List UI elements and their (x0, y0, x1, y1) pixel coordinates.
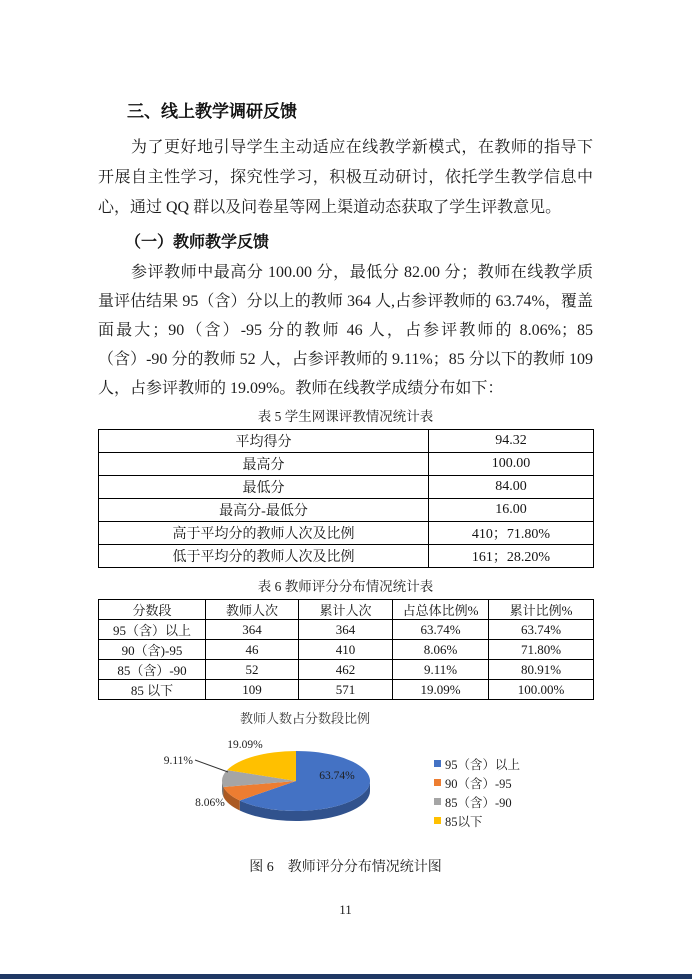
table-cell: 71.80% (489, 640, 594, 660)
table-header-cell: 占总体比例% (393, 600, 489, 620)
pie-chart-figure (98, 706, 593, 852)
table-cell: 低于平均分的教师人次及比例 (99, 545, 429, 568)
table-cell: 161；28.20% (429, 545, 594, 568)
label-leader-line (195, 760, 228, 772)
legend-swatch-icon (434, 760, 441, 767)
bottom-window-edge (0, 974, 692, 979)
subsection-heading: （一）教师教学反馈 (125, 234, 270, 251)
table-header-cell: 累计比例% (489, 600, 594, 620)
table-cell: 高于平均分的教师人次及比例 (99, 522, 429, 545)
table-cell: 109 (206, 680, 299, 700)
table-row (99, 476, 594, 499)
table5-caption: 表 5 学生网课评教情况统计表 (257, 409, 434, 424)
table-cell: 100.00% (489, 680, 594, 700)
legend-label: 95（含）以上 (445, 757, 521, 772)
table-cell: 410 (299, 640, 393, 660)
table6-caption: 表 6 教师评分分布情况统计表 (257, 579, 434, 594)
table-cell: 462 (299, 660, 393, 680)
legend-swatch-icon (434, 779, 441, 786)
pie-data-label: 8.06% (195, 797, 225, 809)
pie-data-label: 9.11% (163, 755, 193, 767)
table-cell: 52 (206, 660, 299, 680)
table-row (99, 620, 594, 640)
table-cell: 410；71.80% (429, 522, 594, 545)
pie-data-label: 63.74% (319, 770, 355, 782)
table-cell: 平均得分 (99, 430, 429, 453)
table-cell: 46 (206, 640, 299, 660)
legend-label: 90（含）-95 (445, 776, 512, 791)
table-cell: 85 以下 (99, 680, 206, 700)
table-header-cell: 累计人次 (299, 600, 393, 620)
section-heading: 三、线上教学调研反馈 (127, 102, 297, 121)
table-row (99, 680, 594, 700)
table-cell: 95（含）以上 (99, 620, 206, 640)
table-cell: 19.09% (393, 680, 489, 700)
table-row (99, 660, 594, 680)
table-row (99, 545, 594, 568)
table-cell: 571 (299, 680, 393, 700)
legend-swatch-icon (434, 798, 441, 805)
chart-legend (434, 754, 520, 830)
table-cell: 9.11% (393, 660, 489, 680)
table-header-cell: 分数段 (99, 600, 206, 620)
pie-data-label: 19.09% (227, 739, 263, 751)
table-cell: 最低分 (99, 476, 429, 499)
student-evaluation-table (98, 429, 594, 568)
table-cell: 最高分-最低分 (99, 499, 429, 522)
paragraph-teacher-feedback: 参评教师中最高分 100.00 分，最低分 82.00 分；教师在线教学质量评估结果 95（含）分以上的教师 364 人,占参评教师的 63.74%，覆盖面最大；90（含）-95 分的教师 46 人，占参评教师的 8.06%；85（含）-90 分的教师 52 人，占参评教师的 9.11%；85 分以下的教师 109 人，占参评教师的 19.09%。教师在线教学成绩分布如下： (98, 264, 593, 397)
table-cell: 94.32 (429, 430, 594, 453)
legend-item (434, 792, 520, 811)
legend-item (434, 773, 520, 792)
legend-label: 85以下 (445, 814, 483, 829)
table-cell: 100.00 (429, 453, 594, 476)
legend-item (434, 811, 520, 830)
chart-title: 教师人数占分数段比例 (239, 711, 370, 726)
table-row (99, 430, 594, 453)
paragraph-intro: 为了更好地引导学生主动适应在线教学新模式，在教师的指导下开展自主性学习，探究性学习，积极互动研讨，依托学生教学信息中心，通过 QQ 群以及问卷星等网上渠道动态获取了学生评教意见。 (98, 139, 593, 216)
table-row (99, 453, 594, 476)
table-cell: 90（含)-95 (99, 640, 206, 660)
table-header-cell: 教师人次 (206, 600, 299, 620)
table-cell: 84.00 (429, 476, 594, 499)
table-row (99, 640, 594, 660)
table-row (99, 522, 594, 545)
table-cell: 最高分 (99, 453, 429, 476)
table-cell: 63.74% (489, 620, 594, 640)
table-cell: 16.00 (429, 499, 594, 522)
table-row (99, 499, 594, 522)
table-header-row (99, 600, 594, 620)
table-cell: 8.06% (393, 640, 489, 660)
legend-label: 85（含）-90 (445, 795, 512, 810)
table-cell: 364 (299, 620, 393, 640)
figure-caption: 图 6 教师评分分布情况统计图 (249, 860, 442, 875)
table-cell: 364 (206, 620, 299, 640)
legend-item (434, 754, 520, 773)
table-cell: 63.74% (393, 620, 489, 640)
table-cell: 85（含）-90 (99, 660, 206, 680)
table-cell: 80.91% (489, 660, 594, 680)
legend-swatch-icon (434, 817, 441, 824)
page-number: 11 (339, 902, 352, 917)
score-distribution-table (98, 599, 594, 700)
